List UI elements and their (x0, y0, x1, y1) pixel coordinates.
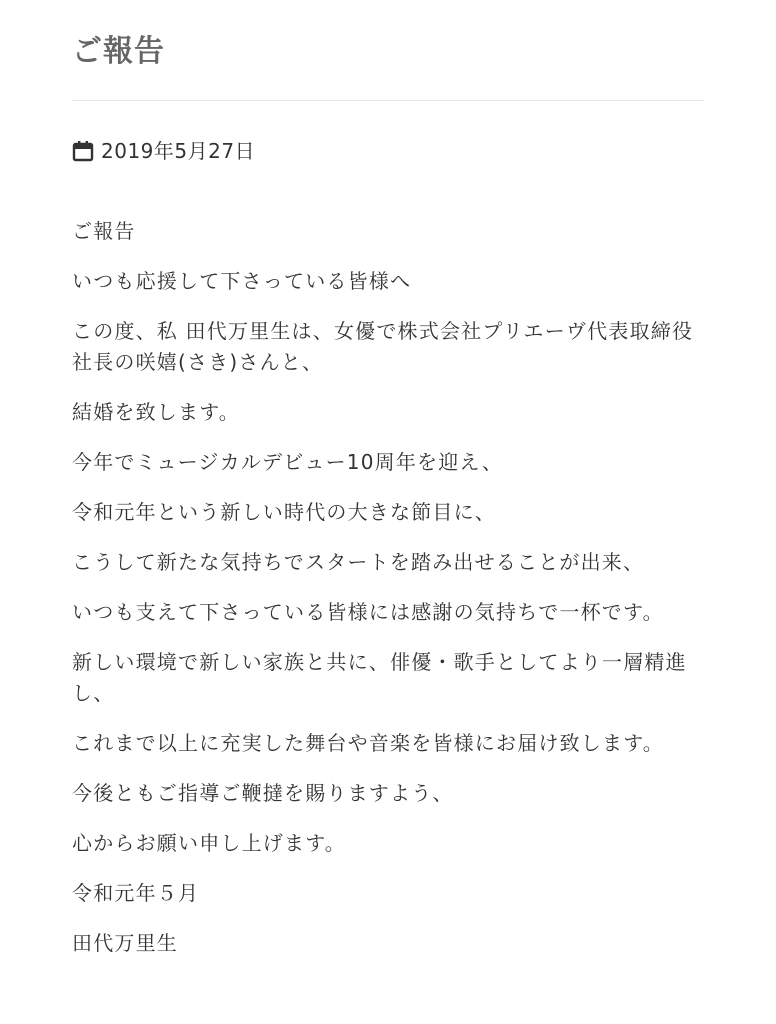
post-body (72, 216, 704, 959)
paragraph: この度、私 田代万里生は、女優で株式会社プリエーヴ代表取締役社長の咲嬉(さき)さんと、 (72, 319, 694, 374)
paragraph: 新しい環境で新しい家族と共に、俳優・歌手としてより一層精進し、 (72, 650, 687, 705)
paragraph: 今後ともご指導ご鞭撻を賜りますよう、 (72, 781, 454, 805)
post-date: 2019年5月27日 (101, 139, 256, 163)
paragraph: 令和元年という新しい時代の大きな節目に、 (72, 500, 496, 524)
paragraph: 田代万里生 (72, 931, 178, 955)
paragraph: 今年でミュージカルデビュー10周年を迎え、 (72, 450, 504, 474)
paragraph: 結婚を致します。 (72, 400, 240, 424)
post-meta (72, 137, 704, 165)
paragraph: 令和元年５月 (72, 881, 200, 905)
paragraph: こうして新たな気持ちでスタートを踏み出せることが出来、 (72, 550, 645, 574)
paragraph: これまで以上に充実した舞台や音楽を皆様にお届け致します。 (72, 731, 664, 755)
calendar-icon (72, 140, 94, 162)
paragraph: 心からお願い申し上げます。 (72, 831, 346, 855)
paragraph: いつも支えて下さっている皆様には感謝の気持ちで一杯です。 (72, 600, 664, 624)
paragraph: ご報告 (72, 219, 136, 243)
paragraph: いつも応援して下さっている皆様へ (72, 269, 412, 293)
page-title: ご報告 (72, 34, 165, 69)
title-divider (72, 100, 704, 101)
